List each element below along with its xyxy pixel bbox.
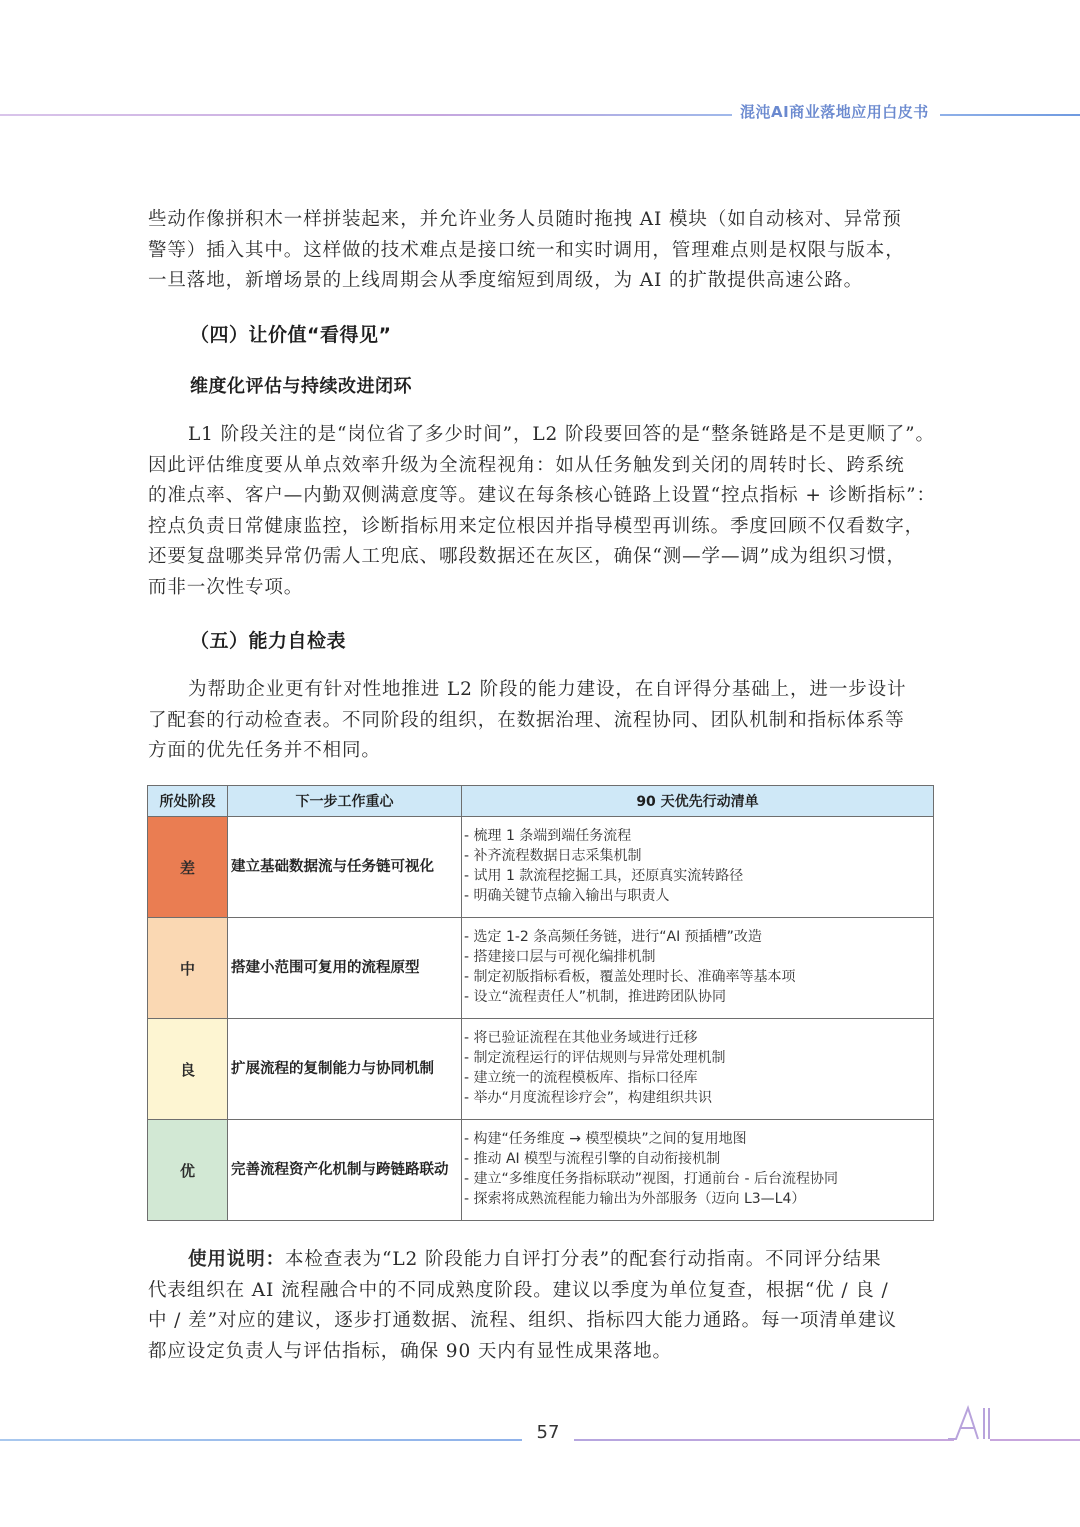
text-line: 中 / 差”对应的建议，逐步打通数据、流程、组织、指标四大能力通路。每一项清单建议 (148, 1310, 897, 1331)
text-line: 都应设定负责人与评估指标，确保 90 天内有显性成果落地。 (148, 1340, 672, 1362)
usage-label: 使用说明： (188, 1249, 286, 1270)
action-item: - 制定流程运行的评估规则与异常处理机制 (464, 1050, 726, 1067)
focus-cell: 建立基础数据流与任务链可视化 (228, 817, 462, 918)
capability-checklist-table (147, 785, 934, 1221)
intro-paragraph (148, 205, 934, 297)
stage-cell: 中 (148, 918, 228, 1019)
footer-rule-left (0, 1439, 522, 1441)
text-line (148, 1245, 934, 1276)
action-item: - 试用 1 款流程挖掘工具，还原真实流转路径 (464, 868, 744, 884)
actions-cell (462, 918, 934, 1019)
actions-cell (462, 817, 934, 918)
action-item: - 补齐流程数据日志采集机制 (464, 848, 642, 865)
focus-cell: 完善流程资产化机制与跨链路联动 (228, 1120, 462, 1221)
actions-cell (462, 1019, 934, 1120)
ai-logo-icon (948, 1402, 996, 1442)
table-row (148, 817, 934, 918)
text-line: 警等）插入其中。这样做的技术难点是接口统一和实时调用，管理难点则是权限与版本， (148, 239, 905, 261)
action-item: - 明确关键节点输入输出与职责人 (464, 887, 670, 904)
text-line: 方面的优先任务并不相同。 (148, 740, 381, 761)
text-line: 代表组织在 AI 流程融合中的不同成熟度阶段。建议以季度为单位复查，根据“优 / 良 / (148, 1279, 889, 1301)
header-title: 混沌AI商业落地应用白皮书 (740, 103, 929, 121)
actions-cell (462, 1120, 934, 1221)
table-row (148, 1120, 934, 1221)
action-item: - 梳理 1 条端到端任务流程 (464, 828, 632, 845)
text-line: 控点负责日常健康监控，诊断指标用来定位根因并指导模型再训练。季度回顾不仅看数字， (148, 515, 925, 537)
action-item: - 探索将成熟流程能力输出为外部服务（迈向 L3—L4） (464, 1190, 806, 1207)
text-line: 了配套的行动检查表。不同阶段的组织，在数据治理、流程协同、团队机制和指标体系等 (148, 709, 905, 731)
stage-cell: 差 (148, 817, 228, 918)
table-row (148, 918, 934, 1019)
text-line: 的准点率、客户—内勤双侧满意度等。建议在每条核心链路上设置“控点指标 + 诊断指标”： (148, 485, 936, 506)
usage-line: 本检查表为“L2 阶段能力自评打分表”的配套行动指南。不同评分结果 (285, 1249, 882, 1270)
column-header-actions: 90 天优先行动清单 (462, 786, 934, 817)
action-item: - 建立统一的流程模板库、指标口径库 (464, 1070, 698, 1086)
action-item: - 制定初版指标看板，覆盖处理时长、准确率等基本项 (464, 969, 796, 985)
ai-logo-text: AI (968, 1436, 970, 1437)
section-4-paragraph (148, 420, 934, 603)
footer-rule-far-right (990, 1439, 1080, 1441)
column-header-focus: 下一步工作重心 (228, 786, 462, 817)
stage-cell: 优 (148, 1120, 228, 1221)
text-line: 为帮助企业更有针对性地推进 L2 阶段的能力建设，在自评得分基础上，进一步设计 (188, 679, 907, 700)
focus-cell: 扩展流程的复制能力与协同机制 (228, 1019, 462, 1120)
text-line: L1 阶段关注的是“岗位省了多少时间”，L2 阶段要回答的是“整条链路是不是更顺了”。 (188, 424, 935, 445)
focus-cell: 搭建小范围可复用的流程原型 (228, 918, 462, 1019)
action-item: - 举办“月度流程诊疗会”，构建组织共识 (464, 1089, 713, 1106)
column-header-stage: 所处阶段 (148, 786, 228, 817)
header-rule-left (0, 114, 732, 116)
stage-cell: 良 (148, 1019, 228, 1120)
table-row (148, 1019, 934, 1120)
table-header-row (148, 786, 934, 817)
section-5-paragraph (148, 675, 934, 767)
action-item: - 建立“多维度任务指标联动”视图，打通前台 - 后台流程协同 (464, 1171, 838, 1187)
action-item: - 构建“任务维度 → 模型模块”之间的复用地图 (464, 1131, 747, 1148)
page-number: 57 (536, 1422, 560, 1443)
action-item: - 推动 AI 模型与流程引擎的自动衔接机制 (464, 1151, 721, 1168)
text-line: 而非一次性专项。 (148, 576, 304, 598)
action-item: - 将已验证流程在其他业务域进行迁移 (464, 1030, 698, 1047)
section-4-subheading: 维度化评估与持续改进闭环 (190, 376, 412, 397)
section-4-heading: （四）让价值“看得见” (190, 324, 392, 346)
action-item: - 选定 1-2 条高频任务链，进行“AI 预插槽”改造 (464, 929, 762, 946)
section-5-heading: （五）能力自检表 (190, 630, 347, 652)
text-line: 一旦落地，新增场景的上线周期会从季度缩短到周级，为 AI 的扩散提供高速公路。 (148, 270, 864, 291)
footer-rule-right (574, 1439, 954, 1441)
action-item: - 搭建接口层与可视化编排机制 (464, 949, 656, 966)
text-line: 因此评估维度要从单点效率升级为全流程视角：如从任务触发到关闭的周转时长、跨系统 (148, 454, 905, 476)
action-item: - 设立“流程责任人”机制，推进跨团队协同 (464, 988, 727, 1005)
usage-note (148, 1245, 934, 1367)
header-rule-right (940, 114, 1080, 116)
text-line: 还要复盘哪类异常仍需人工兜底、哪段数据还在灰区，确保“测—学—调”成为组织习惯， (148, 546, 906, 567)
text-line: 些动作像拼积木一样拼装起来，并允许业务人员随时拖拽 AI 模块（如自动核对、异常预 (148, 209, 902, 230)
